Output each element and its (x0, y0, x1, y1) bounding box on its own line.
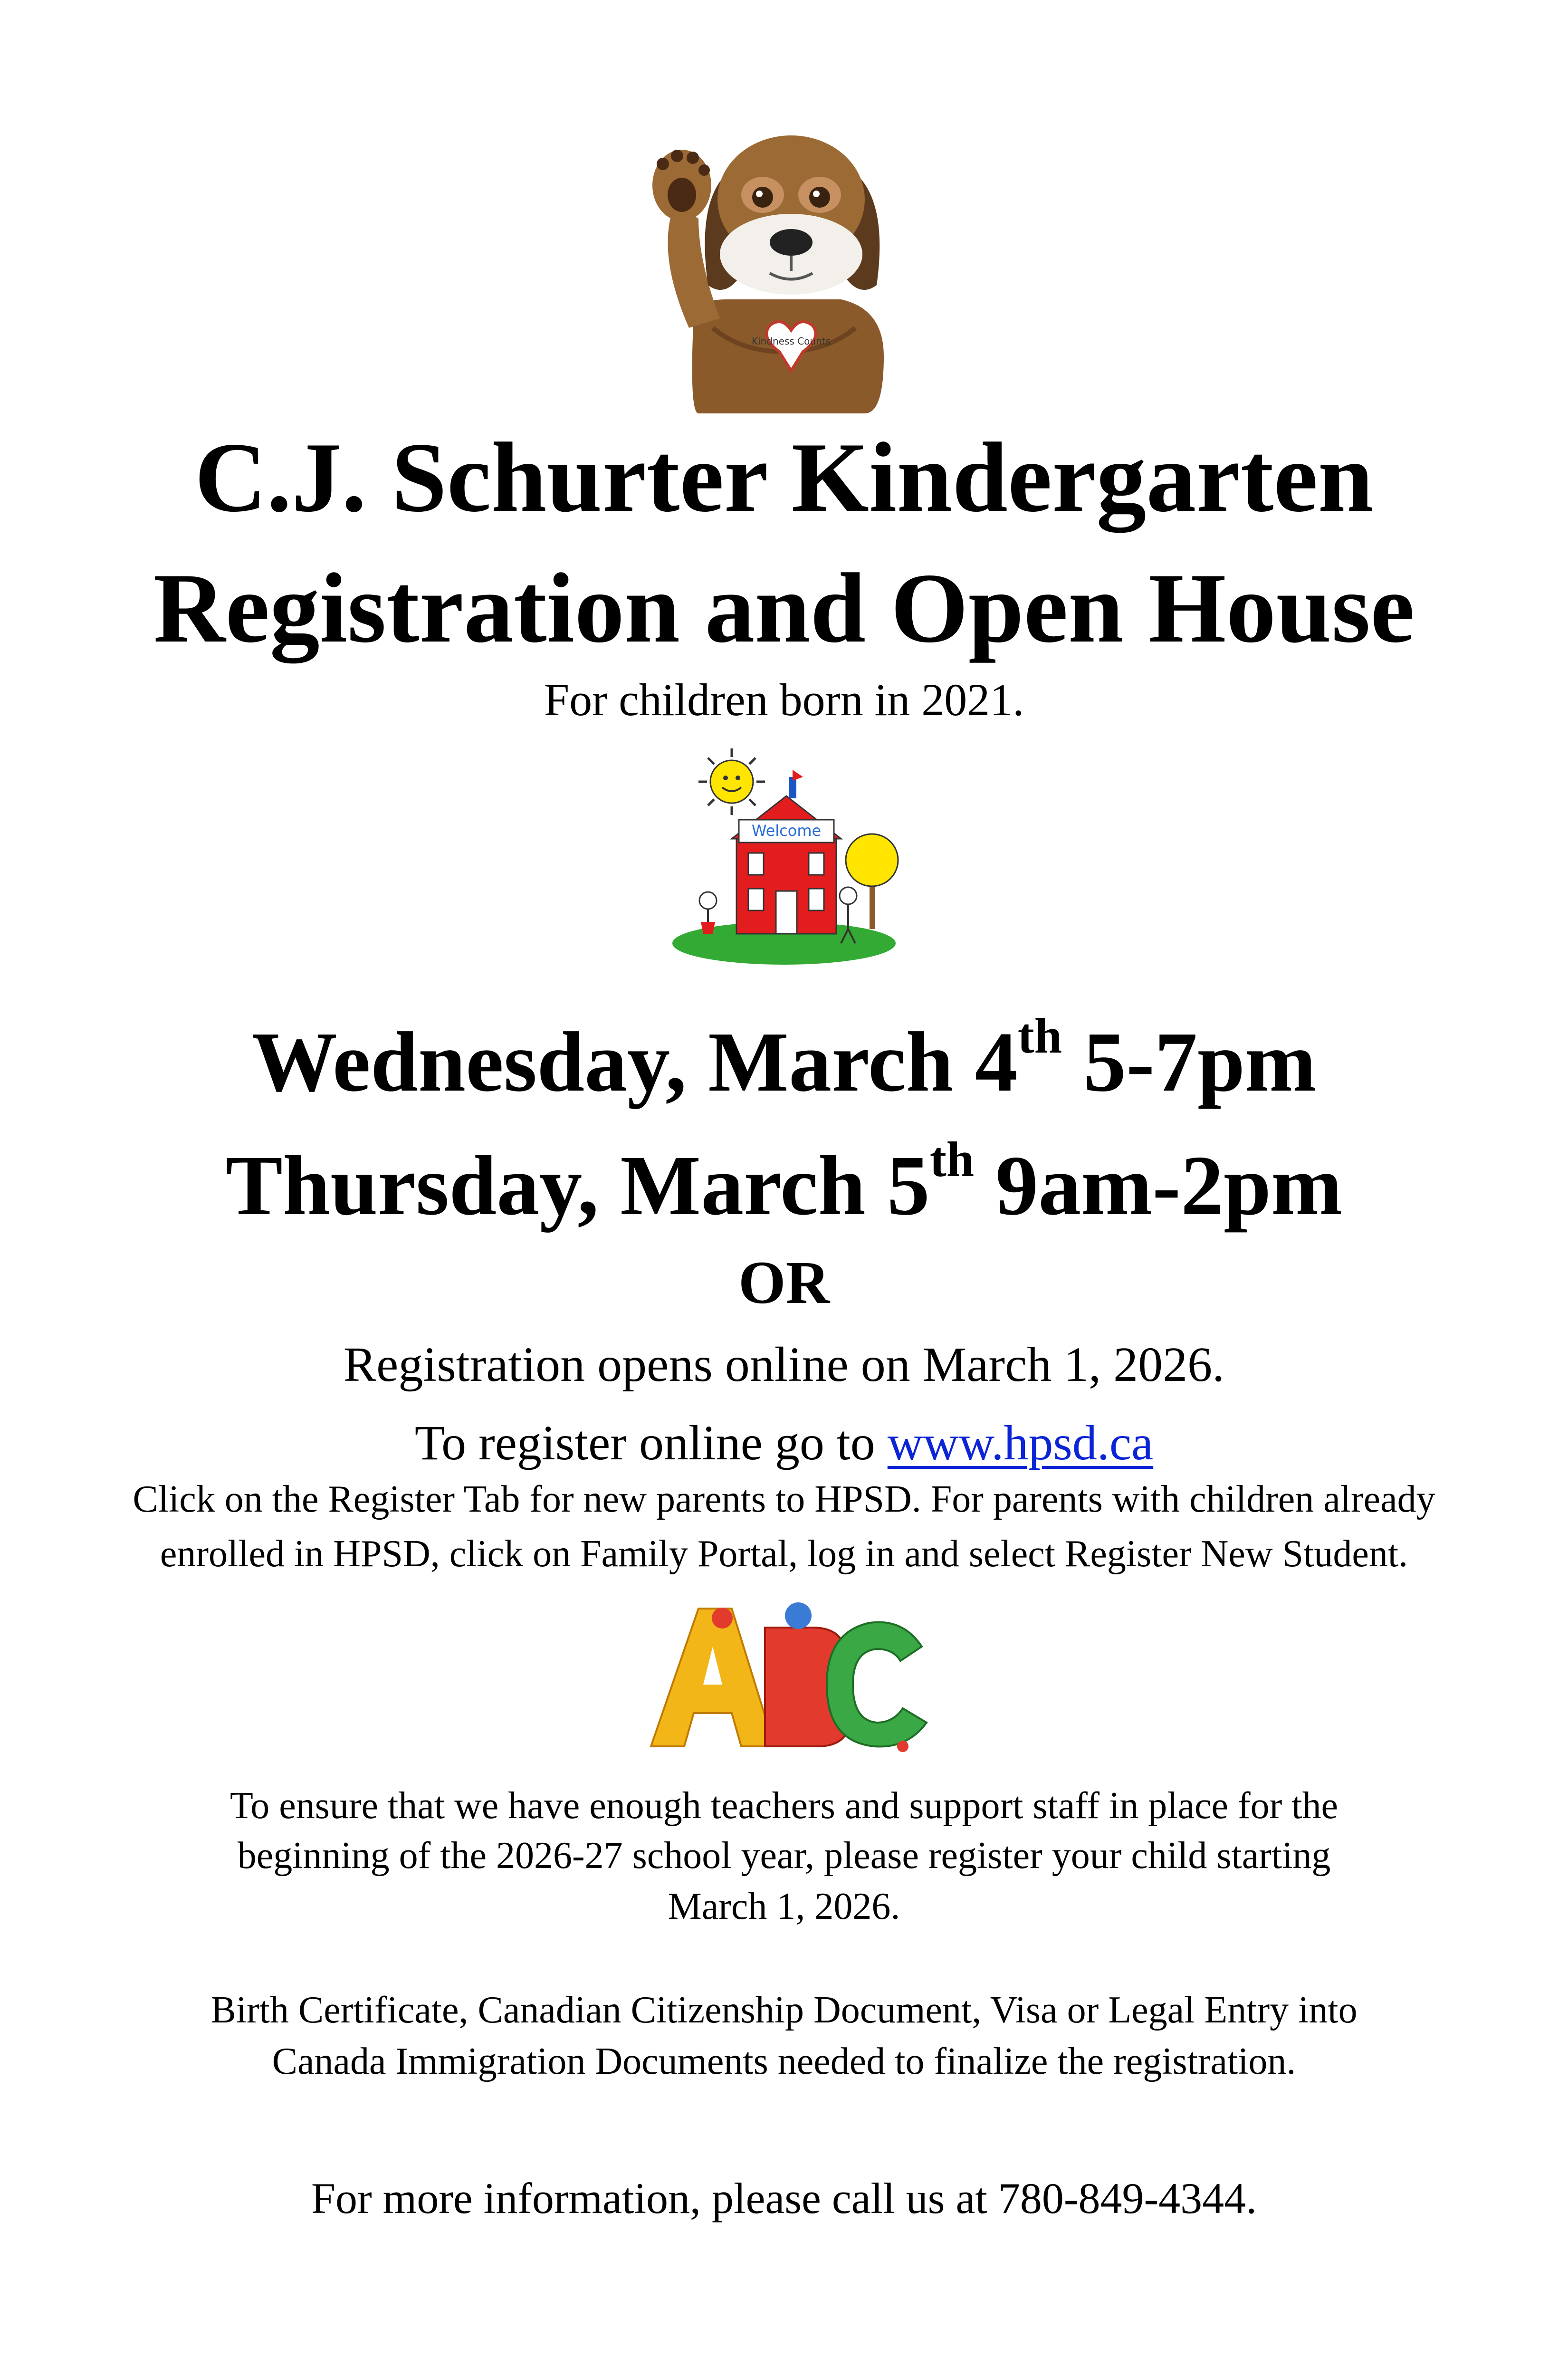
welcome-school-clipart (660, 744, 908, 967)
page-title-line-2: Registration and Open House (153, 553, 1415, 663)
instructions-line-1: Click on the Register Tab for new parents to HPSD. For parents with children already (133, 1478, 1435, 1520)
ensure-text-line-3: March 1, 2026. (668, 1886, 900, 1927)
contact-info: For more information, please call us at 780-849-4344. (311, 2174, 1257, 2223)
page-title-line-1: C.J. Schurter Kindergarten (194, 422, 1374, 533)
or-separator: OR (738, 1249, 830, 1316)
event-date-thursday: Thursday, March 5th 9am-2pm (225, 1131, 1343, 1233)
mascot-badge-text: Kindness Counts (751, 335, 831, 347)
subtitle: For children born in 2021. (544, 674, 1024, 725)
school-sign-text: Welcome (751, 822, 822, 840)
register-online-line: To register online go to www.hpsd.ca (414, 1416, 1154, 1470)
documents-line-2: Canada Immigration Documents needed to finalize the registration. (272, 2041, 1296, 2082)
event-date-wednesday: Wednesday, March 4th 5-7pm (251, 1008, 1317, 1109)
online-registration-open: Registration opens online on March 1, 2026. (343, 1337, 1225, 1392)
ensure-text-line-2: beginning of the 2026-27 school year, please register your child starting (237, 1835, 1331, 1877)
hpsd-website-link[interactable]: www.hpsd.ca (887, 1416, 1154, 1470)
ensure-text-line-1: To ensure that we have enough teachers and support staff in place for the (229, 1785, 1339, 1827)
documents-line-1: Birth Certificate, Canadian Citizenship Document, Visa or Legal Entry into (210, 1989, 1358, 2031)
instructions-line-2: enrolled in HPSD, click on Family Portal, log in and select Register New Student. (160, 1533, 1408, 1575)
mascot-dog-image (618, 128, 912, 413)
abc-letters-clipart (637, 1590, 941, 1761)
